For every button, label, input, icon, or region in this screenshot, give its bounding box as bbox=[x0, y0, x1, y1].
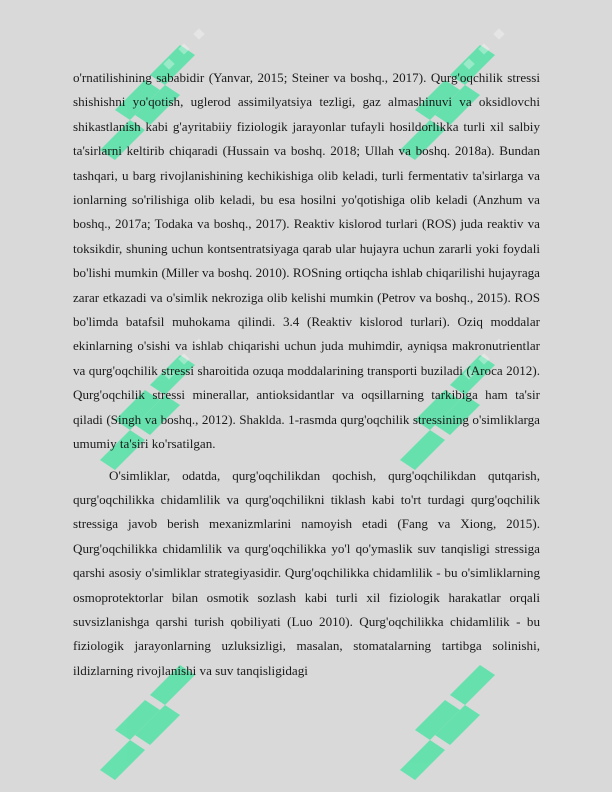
document-body bbox=[73, 66, 540, 683]
paragraph-1: o'rnatilishining sababidir (Yanvar, 2015; Steiner va boshq., 2017). Qurg'oqchilik stressi shishishni yo'qotish, uglerod assimilyatsiya tezligi, gaz almashinuvi va oksidlovchi shikastlanish kabi g'ayritabiiy fiziologik jarayonlar tufayli hosildorlikka turli xil salbiy ta'sirlarni keltirib chiqaradi (Hussain va boshq. 2018; Ullah va boshq. 2018a). Bundan tashqari, u barg rivojlanishining kechikishiga olib keladi, turli fermentativ ta'sirlarga va ionlarning so'rilishiga olib keladi, bu esa hosilni yo'qotishiga olib keladi (Anzhum va boshq., 2017a; Todaka va boshq., 2017). Reaktiv kislorod turlari (ROS) juda reaktiv va toksikdir, shuning uchun kontsentratsiyaga qarab ular hujayra uchun zararli yoki foydali bo'lishi mumkin (Miller va boshq. 2010). ROSning ortiqcha ishlab chiqarilishi hujayraga zarar etkazadi va o'simlik nekroziga olib kelishi mumkin (Petrov va boshq., 2015). ROS bo'limda batafsil muhokama qilindi. 3.4 (Reaktiv kislorod turlari). Oziq moddalar ekinlarning o'sishi va ishlab chiqarishi uchun juda muhimdir, ayniqsa makronutrientlar va qurg'oqchilik stressi sharoitida ozuqa moddalarining transporti buziladi (Aroca 2012). Qurg'oqchilik stressi minerallar, antioksidantlar va oqsillarning tarkibiga ham ta'sir qiladi (Singh va boshq., 2012). Shaklda. 1-rasmda qurg'oqchilik stressining o'simliklarga umumiy ta'siri ko'rsatilgan. bbox=[73, 70, 540, 452]
paragraph-2: O'simliklar, odatda, qurg'oqchilikdan qochish, qurg'oqchilikdan qutqarish, qurg'oqchilikka chidamlilik va qurg'oqchilikni tiklash kabi to'rt turdagi qurg'oqchilik stressiga javob berish mexanizmlarini namoyish etadi (Fang va Xiong, 2015). Qurg'oqchilikka chidamlilik va qurg'oqchilikka yo'l qo'ymaslik suv tanqisligi stressiga qarshi asosiy o'simliklar strategiyasidir. Qurg'oqchilikka chidamlilik - bu o'simliklarning osmoprotektorlar bilan osmotik sozlash kabi turli xil fiziologik harakatlar orqali suvsizlanishga qarshi turish qobiliyati (Luo 2010). Qurg'oqchilikka chidamlilik - bu fiziologik jarayonlarning uzluksizligi, masalan, stomatalarning tartibga solinishi, ildizlarning rivojlanishi va suv tanqisligidagi bbox=[73, 467, 540, 678]
